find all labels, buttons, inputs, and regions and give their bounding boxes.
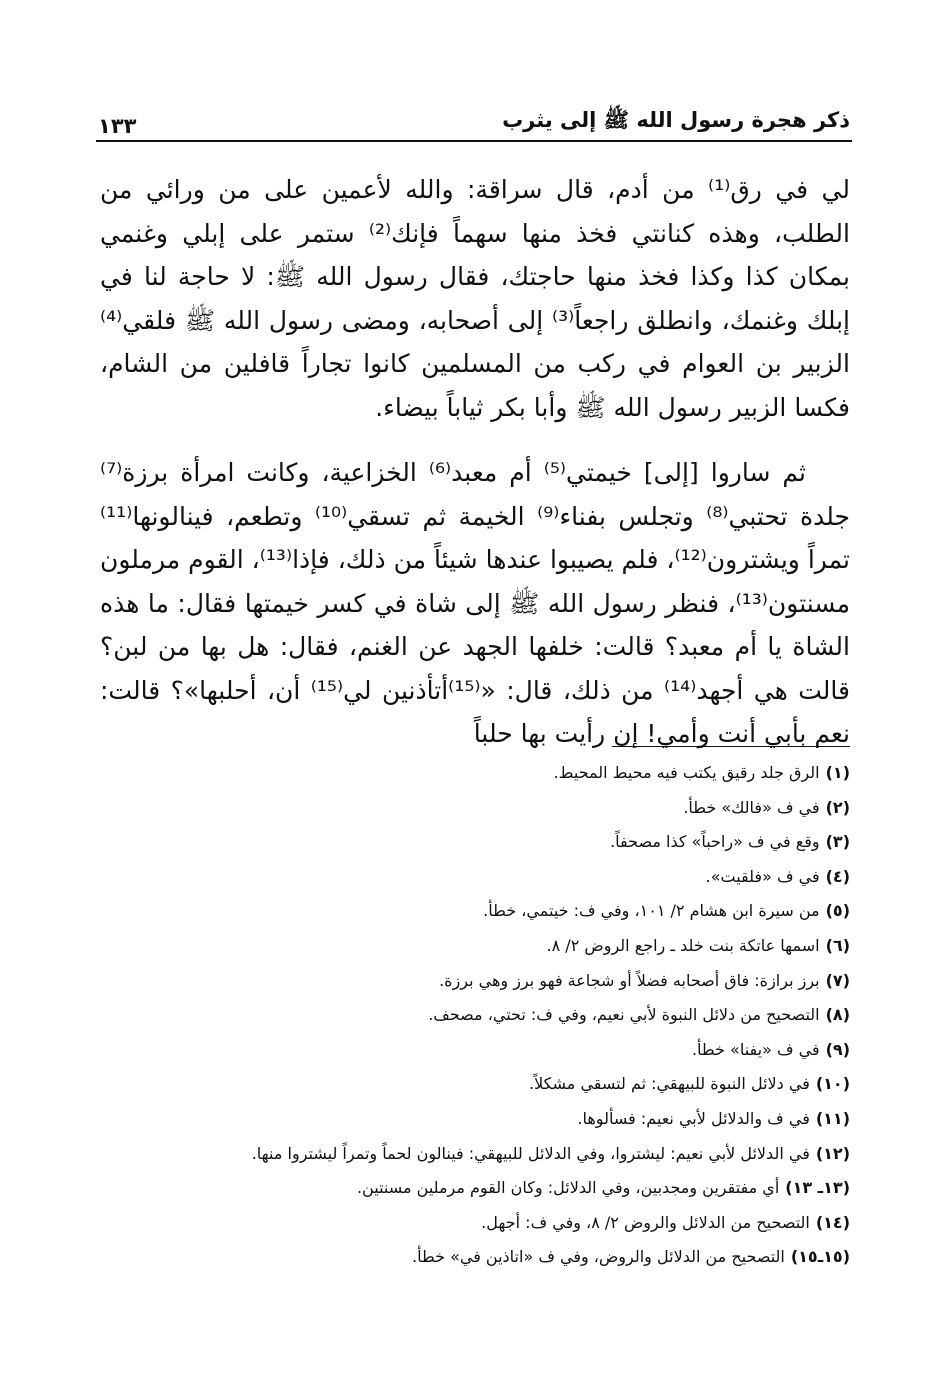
page-number: ١٣٣ — [98, 114, 137, 138]
footnote — [100, 860, 850, 895]
footnote — [100, 1206, 850, 1241]
footnote-separator — [612, 746, 850, 747]
footnote-number: (٦) — [825, 935, 850, 955]
footnote-text: برز برازة: فاق أصحابه فضلاً أو شجاعة فهو برز وهي برزة. — [439, 970, 820, 990]
footnote-text: في دلائل النبوة للبيهقي: ثم لتسقي مشكلاً. — [529, 1074, 810, 1094]
footnote-text: في ف «فلقيت». — [705, 866, 820, 886]
paragraph: ثم ساروا [إلى] خيمتي⁽⁵⁾ أم معبد⁽⁶⁾ الخزاعية، وكانت امرأة برزة⁽⁷⁾ جلدة تحتبي⁽⁸⁾ وتجلس بفناء⁽⁹⁾ الخيمة ثم تسقي⁽¹⁰⁾ وتطعم، فينالونها⁽¹¹⁾ تمراً ويشترون⁽¹²⁾، فلم يصيبوا عندها شيئاً من ذلك، فإذا⁽¹³⁾، القوم مرملون مسنتون⁽¹³⁾، فنظر رسول الله ﷺ إلى شاة في كسر خيمتها فقال: ما هذه الشاة يا أم معبد؟ قالت: خلفها الجهد عن الغنم، فقال: هل بها من لبن؟ قالت هي أجهد⁽¹⁴⁾ من ذلك، قال: «⁽¹⁵⁾أتأذنين لي⁽¹⁵⁾ أن، أحلبها»؟ قالت: نعم بأبي أنت وأمي! إن رأيت بها حلباً — [100, 458, 851, 748]
footnote — [100, 998, 850, 1033]
footnote-number: (٩) — [825, 1039, 850, 1059]
footnote-number: (٥) — [825, 901, 850, 921]
footnote — [100, 825, 850, 860]
footnote-text: التصحيح من الدلائل والروض، وفي ف «اتاذين في» خطأ. — [412, 1247, 785, 1267]
footnote-number: (٨) — [825, 1005, 850, 1025]
footnote-text: في الدلائل لأبي نعيم: ليشتروا، وفي الدلائل للبيهقي: فينالون لحماً وتمراً ليشتروا منها. — [251, 1143, 810, 1163]
footnote-number: (٧) — [825, 970, 850, 990]
footnote-number: (٤) — [825, 866, 850, 886]
footnote-text: وقع في ف «راحباً» كذا مصحفاً. — [610, 832, 820, 852]
footnote — [100, 964, 850, 999]
footnote — [100, 929, 850, 964]
footnote — [100, 1240, 850, 1275]
footnote-number: (٣) — [825, 832, 850, 852]
chapter-title: ذكر هجرة رسول الله ﷺ إلى يثرب — [502, 108, 850, 132]
footnote-text: التصحيح من دلائل النبوة لأبي نعيم، وفي ف: تحتي، مصحف. — [428, 1005, 820, 1025]
paragraph: لي في رق⁽¹⁾ من أدم، قال سراقة: والله لأعمين على من ورائي من الطلب، وهذه كنانتي فخذ منها سهماً فإنك⁽²⁾ ستمر على إبلي وغنمي بمكان كذا وكذا فخذ منها حاجتك، فقال رسول الله ﷺ: لا حاجة لنا في إبلك وغنمك، وانطلق راجعاً⁽³⁾ إلى أصحابه، ومضى رسول الله ﷺ فلقي⁽⁴⁾ الزبير بن العوام في ركب من المسلمين كانوا تجاراً قافلين من الشام، فكسا الزبير رسول الله ﷺ وأبا بكر ثياباً بيضاء. — [100, 175, 850, 422]
footnote-text: التصحيح من الدلائل والروض ٢/ ٨، وفي ف: أجهل. — [481, 1212, 810, 1232]
footnotes-list — [100, 756, 850, 1275]
footnote-number: (١٢) — [815, 1143, 850, 1163]
footnote-text: في ف والدلائل لأبي نعيم: فسألوها. — [577, 1108, 810, 1128]
header-rule — [96, 140, 852, 142]
footnote-number: (١٤) — [815, 1212, 850, 1232]
footnote-text: من سيرة ابن هشام ٢/ ١٠١، وفي ف: خيتمي، خطأ. — [483, 901, 820, 921]
footnote-number: (٢) — [825, 797, 850, 817]
footnote — [100, 1033, 850, 1068]
running-header — [98, 104, 850, 138]
footnote-text: في ف «فالك» خطأ. — [683, 797, 820, 817]
footnote — [100, 1102, 850, 1137]
footnote — [100, 1137, 850, 1172]
footnote-text: الرق جلد رقيق يكتب فيه محيط المحيط. — [553, 763, 820, 782]
main-text — [100, 168, 850, 756]
footnote — [100, 791, 850, 826]
footnote-number: (١٥ـ١٥) — [790, 1247, 850, 1267]
footnote — [100, 756, 850, 791]
footnote — [100, 894, 850, 929]
footnote-number: (١) — [825, 763, 850, 782]
footnote-number: (١٠) — [815, 1074, 850, 1094]
footnote-text: أي مفتقرين ومجدبين، وفي الدلائل: وكان القوم مرملين مسنتين. — [356, 1178, 780, 1198]
footnote-text: اسمها عاتكة بنت خلد ـ راجع الروض ٢/ ٨. — [546, 935, 820, 955]
footnote-text: في ف «يفنا» خطأ. — [691, 1039, 820, 1059]
footnote-number: (١١) — [815, 1108, 850, 1128]
footnote — [100, 1171, 850, 1206]
footnote — [100, 1067, 850, 1102]
footnote-number: (١٣ـ ١٣) — [785, 1178, 850, 1198]
